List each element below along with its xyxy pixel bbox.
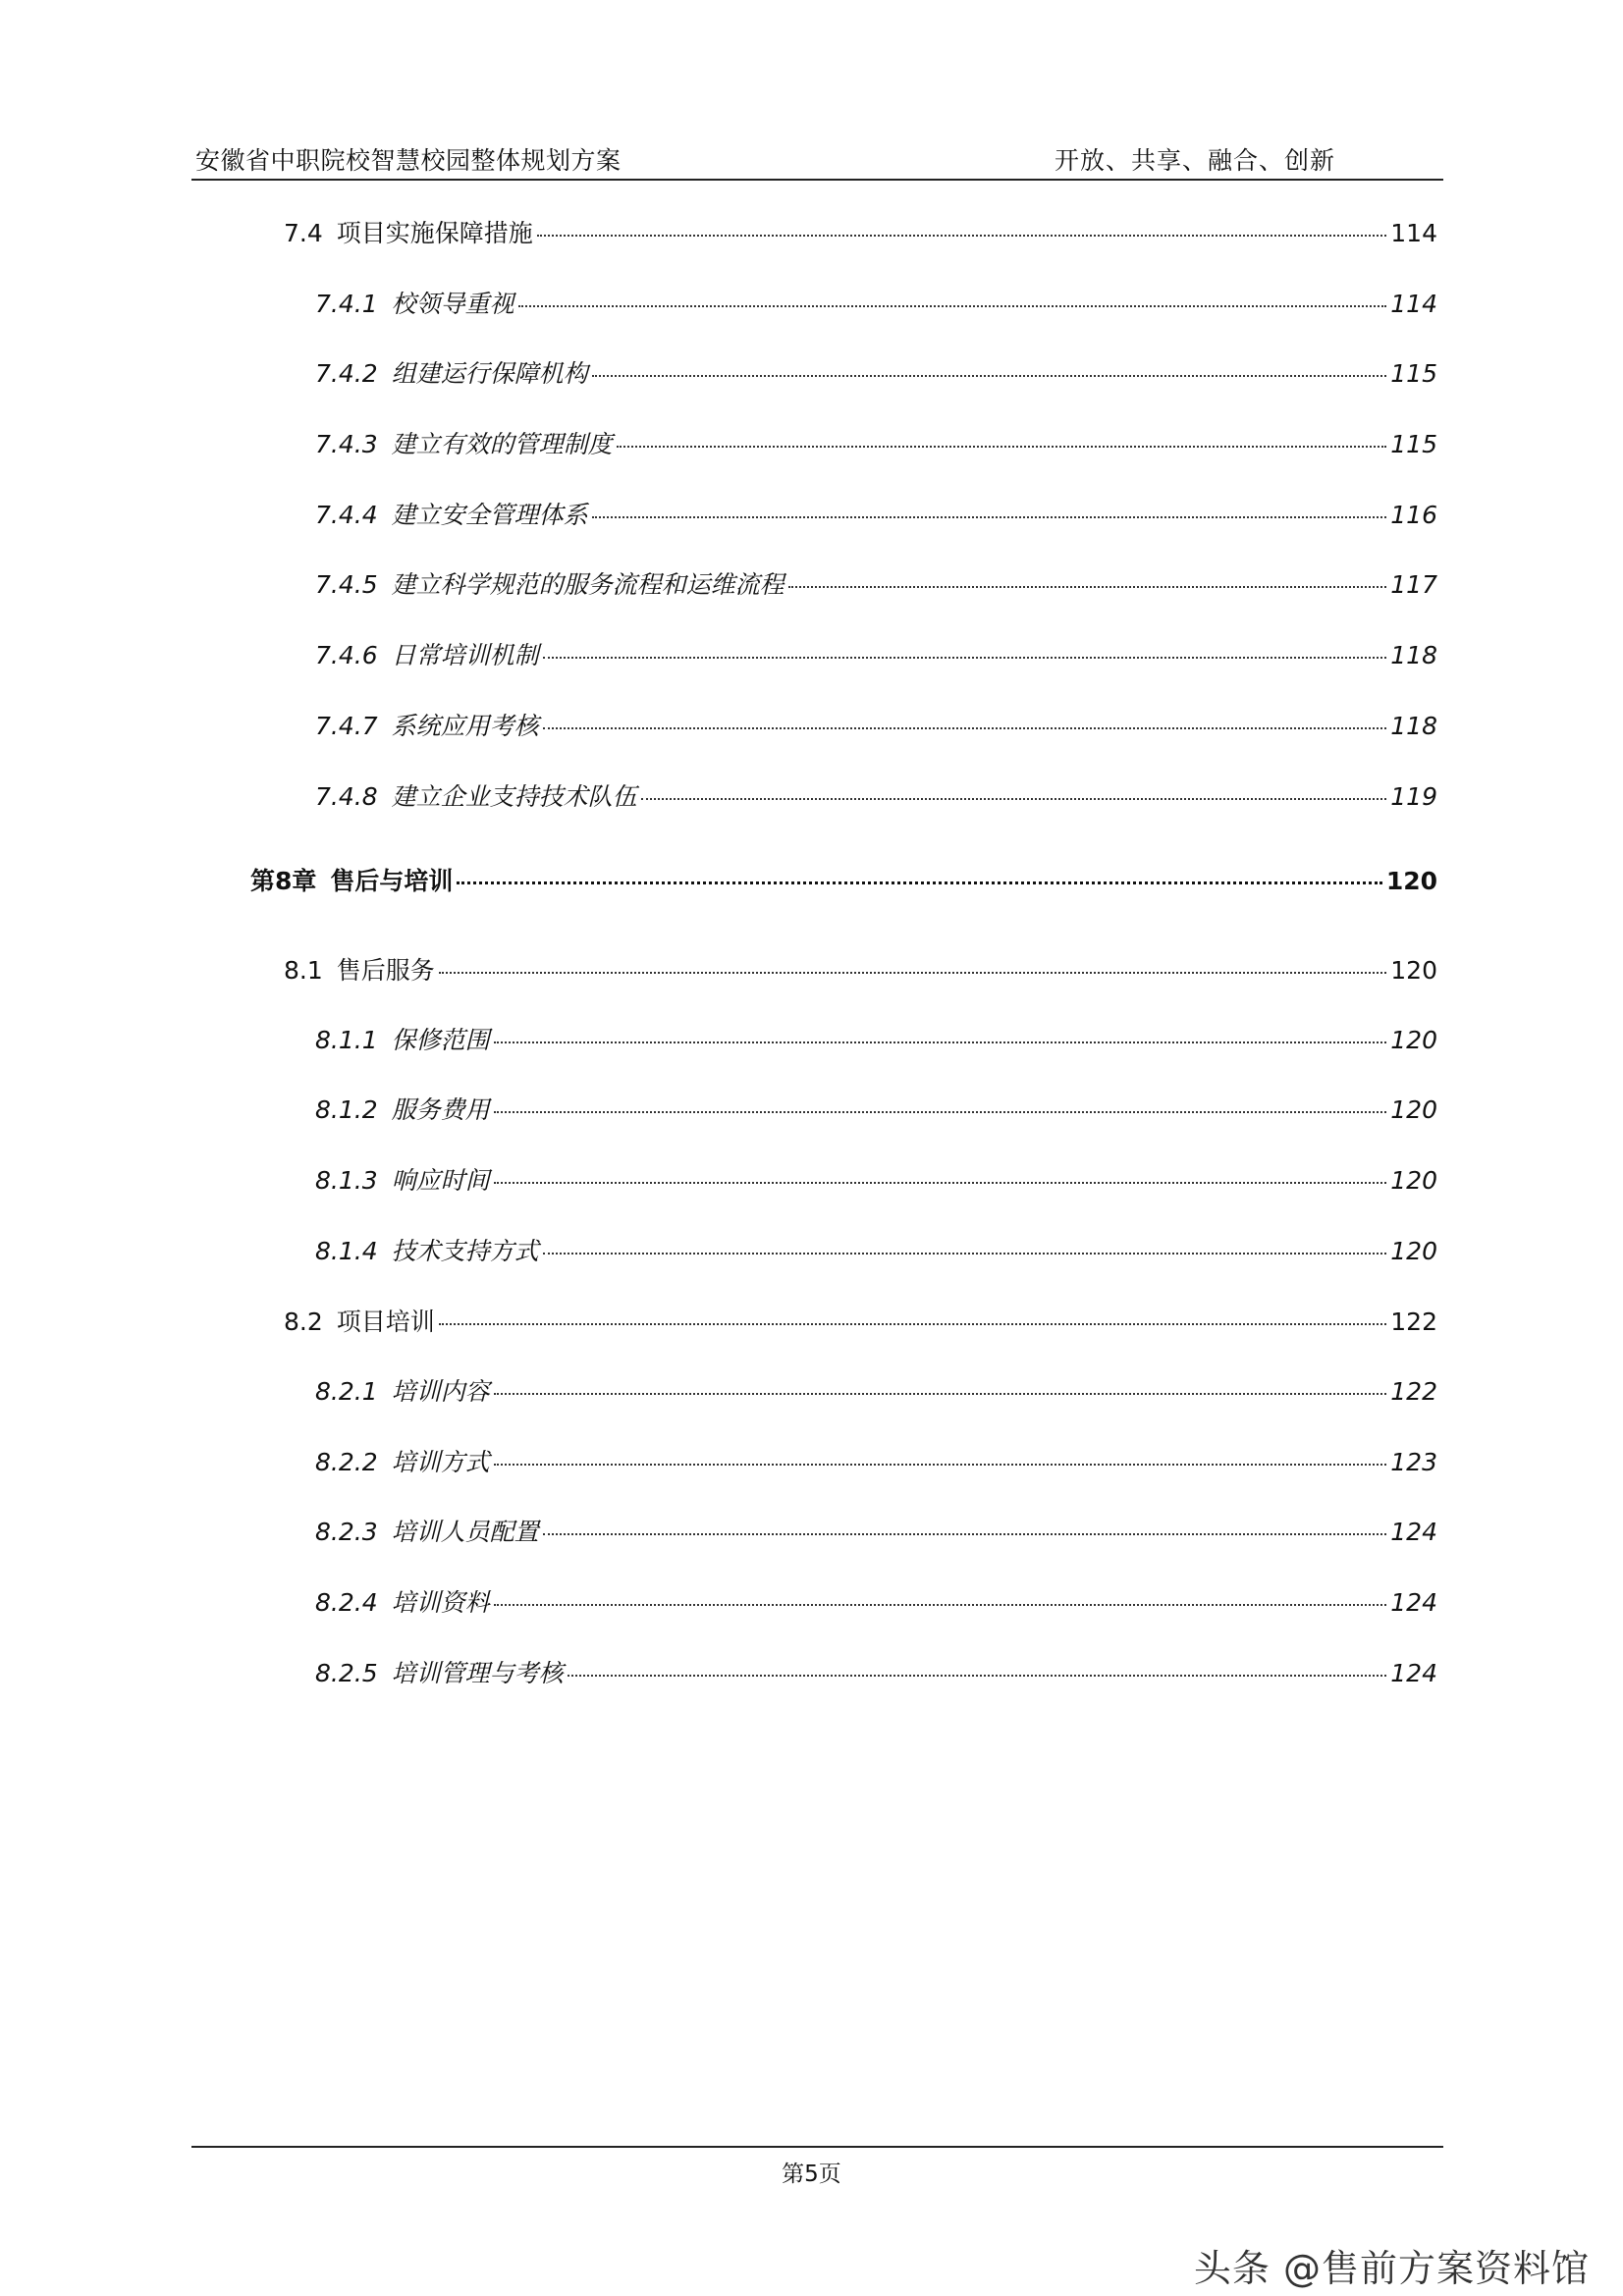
toc-entry-number: 7.4 bbox=[284, 219, 323, 247]
toc-entry-page: 116 bbox=[1390, 501, 1437, 529]
toc-entry-label: 校领导重视 bbox=[391, 290, 514, 318]
toc-dot-leader bbox=[543, 726, 1387, 729]
toc-entry[interactable] bbox=[315, 1232, 1437, 1271]
toc-entry-number: 7.4.6 bbox=[315, 641, 378, 669]
toc-entry-page: 114 bbox=[1390, 219, 1437, 247]
toc-entry-label: 售后服务 bbox=[336, 956, 435, 985]
toc-entry-page: 120 bbox=[1390, 1166, 1437, 1195]
toc-entry-page: 120 bbox=[1385, 867, 1437, 895]
toc-entry-number: 8.1 bbox=[284, 956, 323, 985]
toc-entry-page: 124 bbox=[1390, 1588, 1437, 1617]
toc-entry-label: 建立有效的管理制度 bbox=[391, 430, 613, 458]
toc-entry-page: 119 bbox=[1390, 782, 1437, 811]
toc-entry[interactable] bbox=[315, 565, 1437, 605]
document-title: 安徽省中职院校智慧校园整体规划方案 bbox=[195, 146, 622, 175]
toc-entry-page: 115 bbox=[1390, 430, 1437, 458]
toc-entry-number: 8.2.1 bbox=[315, 1377, 378, 1406]
toc-dot-leader bbox=[439, 971, 1387, 974]
toc-entry[interactable] bbox=[315, 1091, 1437, 1130]
toc-entry-label: 项目培训 bbox=[336, 1308, 435, 1336]
toc-entry-number: 8.2.5 bbox=[315, 1659, 378, 1687]
toc-dot-leader bbox=[543, 1532, 1387, 1535]
toc-entry[interactable] bbox=[315, 777, 1437, 817]
toc-dot-leader bbox=[494, 1392, 1387, 1395]
toc-entry[interactable] bbox=[315, 1161, 1437, 1201]
toc-entry-label: 培训内容 bbox=[391, 1377, 490, 1406]
toc-dot-leader bbox=[543, 656, 1387, 659]
toc-entry-label: 培训管理与考核 bbox=[391, 1659, 564, 1687]
toc-dot-leader bbox=[568, 1674, 1387, 1677]
toc-entry[interactable] bbox=[315, 636, 1437, 675]
toc-dot-leader bbox=[494, 1110, 1387, 1113]
toc-dot-leader bbox=[494, 1603, 1387, 1606]
watermark-text: 头条 @售前方案资料馆 bbox=[1193, 2247, 1590, 2290]
toc-entry-label: 响应时间 bbox=[391, 1166, 490, 1195]
toc-entry-number: 8.1.1 bbox=[315, 1026, 378, 1054]
toc-entry-number: 8.2.2 bbox=[315, 1448, 378, 1476]
toc-entry-page: 114 bbox=[1390, 290, 1437, 318]
toc-entry[interactable] bbox=[315, 285, 1437, 324]
toc-entry-label: 项目实施保障措施 bbox=[336, 219, 533, 247]
toc-entry-number: 8.1.4 bbox=[315, 1237, 378, 1265]
toc-entry-number: 7.4.2 bbox=[315, 359, 378, 388]
toc-entry-page: 120 bbox=[1390, 1026, 1437, 1054]
toc-entry-number: 7.4.1 bbox=[315, 290, 378, 318]
toc-dot-leader bbox=[641, 797, 1387, 800]
toc-entry-label: 技术支持方式 bbox=[391, 1237, 539, 1265]
toc-entry-number: 8.2.3 bbox=[315, 1518, 378, 1546]
toc-dot-leader bbox=[494, 1041, 1387, 1043]
toc-dot-leader bbox=[543, 1252, 1387, 1255]
toc-entry-label: 建立安全管理体系 bbox=[391, 501, 588, 529]
toc-entry[interactable] bbox=[315, 425, 1437, 464]
toc-entry-number: 第8章 bbox=[250, 867, 317, 895]
toc-entry-number: 8.2 bbox=[284, 1308, 323, 1336]
toc-entry-number: 7.4.8 bbox=[315, 782, 378, 811]
toc-dot-leader bbox=[537, 234, 1387, 237]
toc-entry-label: 建立科学规范的服务流程和运维流程 bbox=[391, 570, 784, 599]
toc-entry-number: 7.4.5 bbox=[315, 570, 378, 599]
toc-entry-page: 124 bbox=[1390, 1518, 1437, 1546]
toc-dot-leader bbox=[592, 515, 1387, 518]
footer-divider bbox=[191, 2146, 1443, 2148]
toc-entry[interactable] bbox=[284, 214, 1437, 253]
toc-entry-label: 系统应用考核 bbox=[391, 712, 539, 740]
toc-entry[interactable] bbox=[315, 1372, 1437, 1412]
toc-entry[interactable] bbox=[315, 1583, 1437, 1623]
toc-dot-leader bbox=[494, 1463, 1387, 1466]
toc-entry[interactable] bbox=[315, 1443, 1437, 1482]
toc-entry-page: 122 bbox=[1390, 1308, 1437, 1336]
toc-entry-number: 8.2.4 bbox=[315, 1588, 378, 1617]
toc-entry[interactable] bbox=[315, 1513, 1437, 1552]
header-slogan: 开放、共享、融合、创新 bbox=[1054, 146, 1335, 175]
toc-dot-leader bbox=[494, 1181, 1387, 1184]
toc-entry-number: 8.1.2 bbox=[315, 1095, 378, 1124]
toc-entry-label: 服务费用 bbox=[391, 1095, 490, 1124]
toc-entry-label: 售后与培训 bbox=[330, 867, 454, 895]
toc-entry-page: 118 bbox=[1390, 641, 1437, 669]
toc-entry-page: 120 bbox=[1390, 1237, 1437, 1265]
toc-entry-page: 117 bbox=[1390, 570, 1437, 599]
page-number: 第5页 bbox=[782, 2162, 841, 2187]
toc-entry-label: 培训方式 bbox=[391, 1448, 490, 1476]
toc-entry-number: 7.4.3 bbox=[315, 430, 378, 458]
toc-entry[interactable] bbox=[315, 1021, 1437, 1060]
toc-entry-label: 组建运行保障机构 bbox=[391, 359, 588, 388]
toc-dot-leader bbox=[439, 1322, 1387, 1325]
toc-dot-leader bbox=[788, 585, 1387, 588]
toc-entry-label: 日常培训机制 bbox=[391, 641, 539, 669]
toc-dot-leader bbox=[617, 445, 1387, 448]
toc-entry-page: 122 bbox=[1390, 1377, 1437, 1406]
toc-entry-label: 建立企业支持技术队伍 bbox=[391, 782, 637, 811]
toc-entry[interactable] bbox=[315, 707, 1437, 746]
toc-entry-number: 8.1.3 bbox=[315, 1166, 378, 1195]
toc-entry-page: 120 bbox=[1390, 1095, 1437, 1124]
toc-entry-label: 培训资料 bbox=[391, 1588, 490, 1617]
toc-entry[interactable] bbox=[315, 1654, 1437, 1693]
toc-entry-page: 120 bbox=[1390, 956, 1437, 985]
toc-entry-number: 7.4.4 bbox=[315, 501, 378, 529]
toc-entry-page: 118 bbox=[1390, 712, 1437, 740]
toc-entry[interactable] bbox=[284, 951, 1437, 990]
toc-dot-leader bbox=[457, 881, 1381, 884]
toc-entry-label: 保修范围 bbox=[391, 1026, 490, 1054]
toc-entry[interactable] bbox=[315, 354, 1437, 394]
toc-dot-leader bbox=[592, 374, 1387, 377]
page-header bbox=[191, 135, 1443, 181]
toc-entry-label: 培训人员配置 bbox=[391, 1518, 539, 1546]
toc-entry-number: 7.4.7 bbox=[315, 712, 378, 740]
toc-entry[interactable] bbox=[315, 496, 1437, 535]
toc-entry-page: 123 bbox=[1390, 1448, 1437, 1476]
toc-entry-page: 124 bbox=[1390, 1659, 1437, 1687]
toc-dot-leader bbox=[518, 304, 1387, 307]
toc-entry[interactable] bbox=[250, 862, 1437, 901]
toc-entry[interactable] bbox=[284, 1303, 1437, 1342]
toc-entry-page: 115 bbox=[1390, 359, 1437, 388]
